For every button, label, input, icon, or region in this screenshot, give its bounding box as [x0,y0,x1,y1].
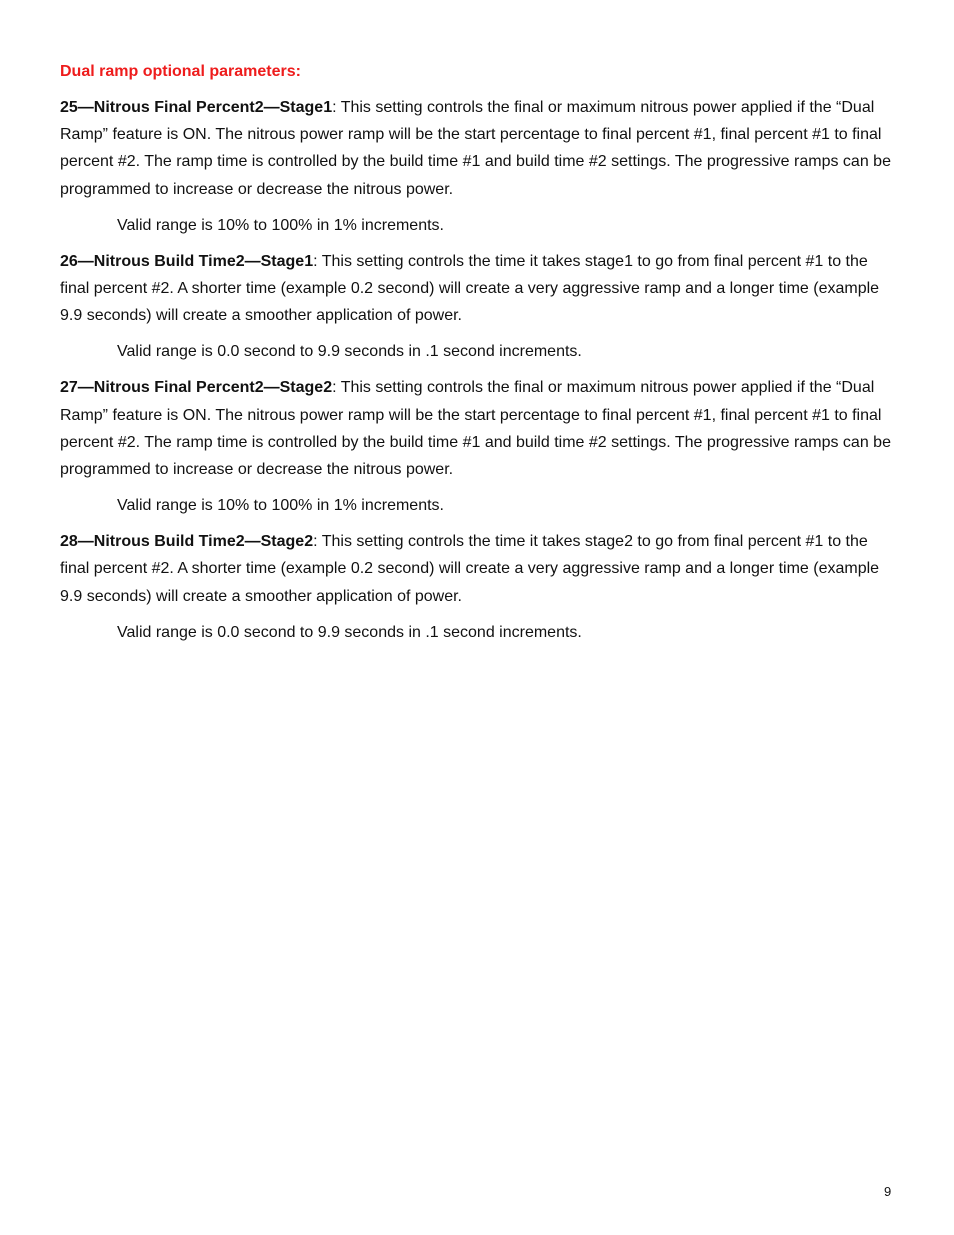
param-28 [60,528,892,610]
page-content [60,58,892,655]
param-25-valid-range: Valid range is 10% to 100% in 1% increments. [117,216,444,234]
param-28-valid-range: Valid range is 0.0 second to 9.9 seconds in .1 second increments. [117,623,582,641]
param-27 [60,374,892,483]
param-28-title: 28—Nitrous Build Time2—Stage2 [60,533,314,551]
param-25 [60,94,892,203]
param-27-valid-range: Valid range is 10% to 100% in 1% increments. [117,497,444,515]
param-27-description: : This setting controls the final or maximum nitrous power applied if the “Dual Ramp” feature is ON. The nitrous power ramp will be the start percentage to final percent #1, final percent #1 to final percent #2. The ramp time is controlled by the build time #1 and build time #2 settings. The progressive ramps can be programmed to increase or decrease the nitrous power. [60,379,891,479]
page-number: 9 [884,1184,892,1199]
param-28-description: : This setting controls the time it takes stage2 to go from final percent #1 to the final percent #2. A shorter time (example 0.2 second) will create a very aggressive ramp and a longer time (example 9.9 seconds) will create a smoother application of power. [60,533,880,605]
param-25-title: 25—Nitrous Final Percent2—Stage1 [60,99,333,116]
param-26 [60,248,892,330]
param-27-title: 27—Nitrous Final Percent2—Stage2 [60,379,333,397]
param-26-valid-range: Valid range is 0.0 second to 9.9 seconds in .1 second increments. [117,343,582,361]
section-heading: Dual ramp optional parameters: [60,63,301,80]
param-26-description: : This setting controls the time it takes stage1 to go from final percent #1 to the final percent #2. A shorter time (example 0.2 second) will create a very aggressive ramp and a longer time (example 9.9 seconds) will create a smoother application of power. [60,252,880,325]
param-25-description: : This setting controls the final or maximum nitrous power applied if the “Dual Ramp” feature is ON. The nitrous power ramp will be the start percentage to final percent #1, final percent #1 to final percent #2. The ramp time is controlled by the build time #1 and build time #2 settings. The progressive ramps can be programmed to increase or decrease the nitrous power. [60,99,891,198]
param-26-title: 26—Nitrous Build Time2—Stage1 [60,252,314,270]
